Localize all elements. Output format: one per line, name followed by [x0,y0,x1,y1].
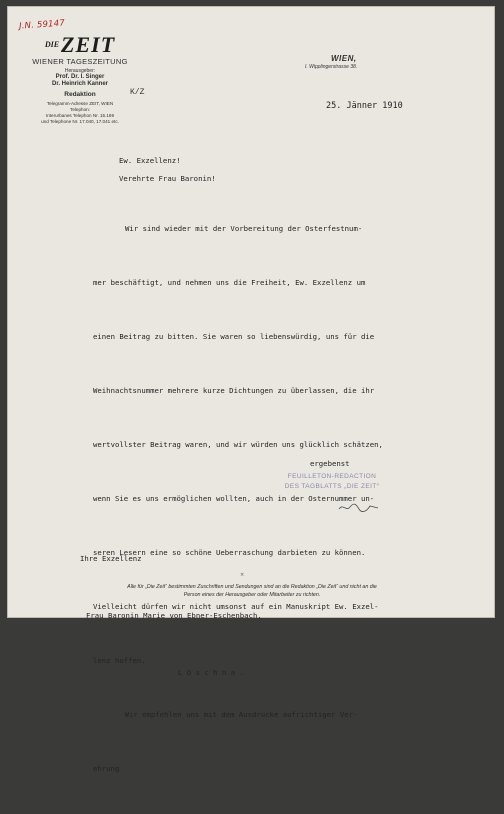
recipient-line-1: Ihre Exzellenz [80,554,142,563]
archive-shelfmark: J.N. 59147 [18,18,66,32]
body-line: Wir empfehlen uns mit dem Ausdrucke aufrichtiger Ver- [107,710,358,719]
letterhead-left [21,28,139,125]
publisher-2: Dr. Heinrich Kanner [51,81,108,87]
reference-mark: K/Z [130,88,145,97]
redaktion-label: Redaktion [64,91,96,98]
closing: ergebenst [310,459,350,468]
phone-line-2: und Telephone Nr. 17.040, 17.041 etc. [41,119,119,124]
body-line: seren Lesern eine so schöne Ueberraschung darbieten zu können. [93,548,366,557]
stamp-line-2: DES TAGBLATTS „DIE ZEIT“ [284,483,380,490]
letterhead-right [305,54,357,70]
logo-main: ZEIT [61,32,116,57]
publishers-label: Herausgeber: [64,68,96,74]
body-line: ehrung [93,764,120,773]
body-line: Weihnachtsnummer mehrere kurze Dichtungen zu überlassen, die ihr [93,386,375,395]
letter-date: 25. Jänner 1910 [326,101,403,111]
newspaper-logo [21,34,139,56]
footer-line-2: Person eines der Herausgeber oder Mitarbeiter zu richten. [183,592,321,598]
salutation-2: Verehrte Frau Baronin! [119,174,216,183]
phone-line-1: Interurbanes Telephon Nr. 15.169 [45,113,115,118]
signature-scribble [337,499,381,515]
publisher-1: Prof. Dr. I. Singer [55,74,105,80]
body-line: Wir sind wieder mit der Vorbereitung der Osterfestnum- [125,224,363,233]
body-line: wertvollster Beitrag waren, und wir würden uns glücklich schätzen, [93,440,383,449]
street-address: I. Wipplingerstrasse 38. [305,64,358,70]
editorial-stamp [265,472,399,492]
body-line: einen Beitrag zu bitten. Sie waren so liebenswürdig, uns für die [93,332,375,341]
footer-notice [37,583,467,599]
telephone-label: Telephon: [70,107,90,112]
body-line: mer beschäftigt, und nehmen uns die Freiheit, Ew. Exzellenz um [93,278,366,287]
telegram-address: Telegramm-Adresse ZEIT, WIEN [46,101,114,106]
logo-small: DIE [44,40,60,49]
body-line: Vielleicht dürfen wir nicht umsonst auf ein Manuskript Ew. Exzel- [93,602,379,611]
letter-sheet [7,6,495,773]
stamp-line-1: FEUILLETON-REDACTION [287,473,377,480]
salutation-1: Ew. Exzellenz! [119,156,181,165]
body-line: lenz hoffen. [93,656,146,665]
newspaper-subtitle: WIENER TAGESZEITUNG [32,57,128,66]
pencil-mark: × [240,572,245,578]
recipient-line-3: L ö s c h n a . [178,668,244,677]
footer-line-1: Alle für „Die Zeit“ bestimmten Zuschriften und Sendungen sind an die Redaktion „Die Zeit“ und nicht an die [127,584,377,590]
body-line: wenn Sie es uns ermöglichen wollten, auch in der Osternummer un- [93,494,375,503]
recipient-address [80,511,262,720]
recipient-line-2: Frau Baronin Marie von Ebner-Eschenbach, [86,611,262,620]
city: WIEN, [331,54,357,63]
